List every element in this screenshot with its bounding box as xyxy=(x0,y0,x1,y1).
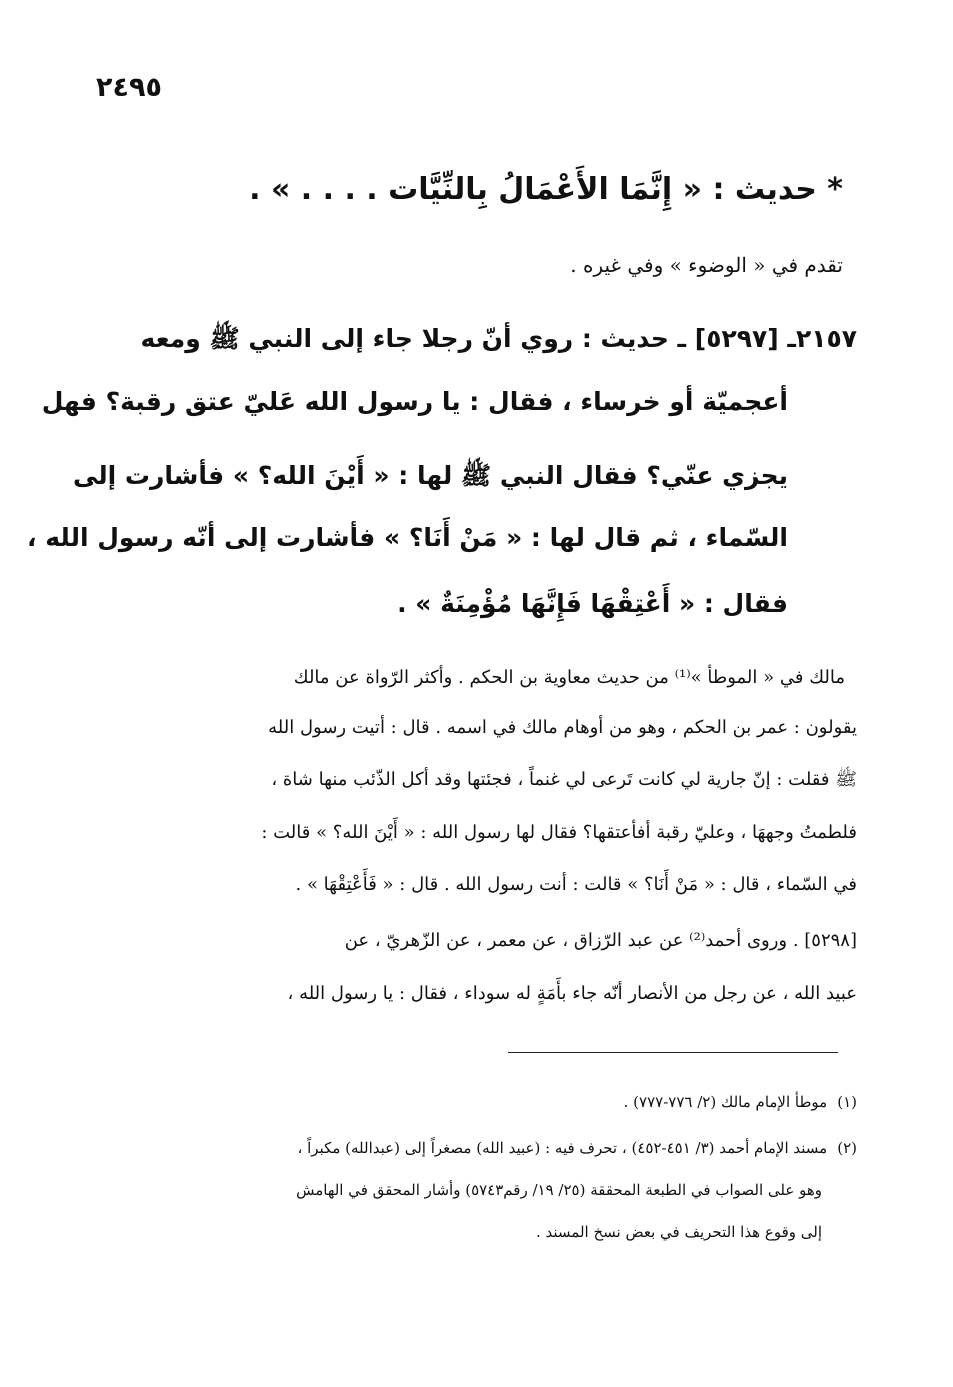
commentary-line: مالك في « الموطأ »⁽¹⁾ من حديث معاوية بن الحكم . وأكثر الرّواة عن مالك xyxy=(293,667,845,688)
commentary-line: عبيد الله ، عن رجل من الأنصار أنّه جاء بأَمَةٍ له سوداء ، فقال : يا رسول الله ، xyxy=(287,983,857,1004)
commentary-line: في السّماء ، قال : « مَنْ أَنَا؟ » قالت : أنت رسول الله . قال : « فَأَعْتِقْهَا » . xyxy=(295,874,857,895)
footnote-marker: (٢) xyxy=(837,1139,857,1157)
hadith-line: السّماء ، ثم قال لها : « مَنْ أَنَا؟ » فأشارت إلى أنّه رسول الله ، xyxy=(27,523,788,552)
footnote-1 xyxy=(624,1087,857,1117)
commentary-line: يقولون : عمر بن الحكم ، وهو من أوهام مالك في اسمه . قال : أتيت رسول الله xyxy=(268,717,857,738)
footnote-text: مسند الإمام أحمد (٣/ ٤٥١-٤٥٢) ، تحرف فيه : (عبيد الله) مصغراً إلى (عبدالله) مكبراً ، xyxy=(297,1139,828,1157)
commentary-line: [٥٢٩٨] . وروى أحمد⁽²⁾ عن عبد الرّزاق ، عن معمر ، عن الزّهريّ ، عن xyxy=(344,930,857,951)
footnote-divider xyxy=(508,1052,838,1053)
footnote-text: موطأ الإمام مالك (٢/ ٧٧٦-٧٧٧) . xyxy=(623,1093,828,1111)
heading-note: تقدم في « الوضوء » وفي غيره . xyxy=(570,253,843,277)
commentary-line: فلطمتُ وجههَا ، وعليّ رقبة أفأعتقها؟ فقال لها رسول الله : « أَيْنَ الله؟ » قالت : xyxy=(261,822,857,843)
footnote-marker: (١) xyxy=(837,1093,857,1111)
footnote-2-continued: إلى وقوع هذا التحريف في بعض نسخ المسند . xyxy=(535,1223,822,1241)
hadith-line: يجزي عنّي؟ فقال النبي ﷺ لها : « أَيْنَ الله؟ » فأشارت إلى xyxy=(72,461,788,490)
hadith-line: أعجميّة أو خرساء ، فقال : يا رسول الله عَليّ عتق رقبة؟ فهل xyxy=(41,387,788,416)
commentary-line: ﷺ فقلت : إنّ جارية لي كانت تَرعى لي غنماً ، فجئتها وقد أكل الذّئب منها شاة ، xyxy=(271,769,857,790)
footnote-2-continued: وهو على الصواب في الطبعة المحققة (٢٥/ ١٩/ رقم٥٧٤٣) وأشار المحقق في الهامش xyxy=(296,1181,822,1199)
hadith-line: فقال : « أَعْتِقْهَا فَإِنَّهَا مُؤْمِنَةٌ » . xyxy=(397,589,788,618)
footnote-2 xyxy=(297,1133,857,1163)
hadith-line: ٢١٥٧ـ [٥٢٩٧] ـ حديث : روي أنّ رجلا جاء إلى النبي ﷺ ومعه xyxy=(140,324,857,353)
page-number: ٢٤٩٥ xyxy=(96,72,162,103)
section-heading: * حديث : « إِنَّمَا الأَعْمَالُ بِالنِّيَّات . . . . » . xyxy=(249,172,843,207)
